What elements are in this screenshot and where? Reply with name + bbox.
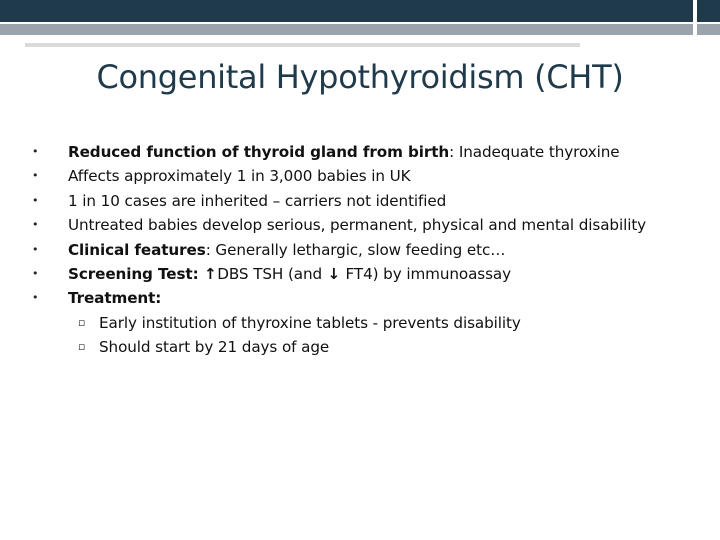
sub-bullet-text: Early institution of thyroxine tablets - prevents disability xyxy=(99,313,521,332)
bullet-bold-text: Reduced function of thyroid gland from birth xyxy=(68,143,450,161)
bullet-text: FT4) by immunoassay xyxy=(340,265,512,284)
bullet-item-untreated xyxy=(32,213,672,237)
sub-bullet-item-start-age xyxy=(32,335,672,359)
slide-header-bars xyxy=(0,0,720,37)
arrow-down-icon: ↓ xyxy=(327,265,341,284)
bullet-text: : Inadequate thyroxine xyxy=(449,143,620,161)
title-accent-line xyxy=(25,43,580,47)
header-dark-bar-edge xyxy=(697,0,720,22)
sub-bullet-icon: ▫ xyxy=(78,340,86,354)
bullet-icon: • xyxy=(32,169,39,183)
bullet-text: : Generally lethargic, slow feeding etc… xyxy=(205,240,506,259)
bullet-text: Affects approximately 1 in 3,000 babies in UK xyxy=(68,167,411,186)
bullet-item-prevalence xyxy=(32,164,672,188)
bullet-icon: • xyxy=(32,193,39,207)
header-gray-bar-edge xyxy=(697,24,720,35)
bullet-item-inheritance xyxy=(32,189,672,213)
bullet-icon: • xyxy=(32,242,39,256)
bullet-icon: • xyxy=(32,291,39,305)
slide-title: Congenital Hypothyroidism (CHT) xyxy=(96,58,624,96)
bullet-bold-text: Clinical features xyxy=(68,240,206,259)
bullet-text: 1 in 10 cases are inherited – carriers not identified xyxy=(68,191,447,210)
sub-bullet-item-thyroxine xyxy=(32,311,672,335)
bullet-item-treatment xyxy=(32,286,672,310)
sub-bullet-text: Should start by 21 days of age xyxy=(99,338,330,357)
bullet-bold-text: Screening Test: xyxy=(68,265,199,284)
bullet-item-screening-test xyxy=(32,262,672,286)
bullet-text: Untreated babies develop serious, permanent, physical and mental disability xyxy=(68,216,647,235)
bullet-text: DBS TSH (and xyxy=(217,265,327,284)
bullet-icon: • xyxy=(32,145,39,158)
bullet-item-clinical-features xyxy=(32,238,672,262)
bullet-item-definition xyxy=(32,140,672,164)
sub-bullet-icon: ▫ xyxy=(78,315,86,329)
header-dark-bar xyxy=(0,0,693,22)
bullet-icon: • xyxy=(32,267,39,281)
bullet-bold-text: Treatment: xyxy=(68,289,162,308)
arrow-up-icon: ↑ xyxy=(203,265,217,284)
bullet-icon: • xyxy=(32,218,39,232)
slide-body xyxy=(32,140,672,360)
header-gray-bar xyxy=(0,24,693,35)
